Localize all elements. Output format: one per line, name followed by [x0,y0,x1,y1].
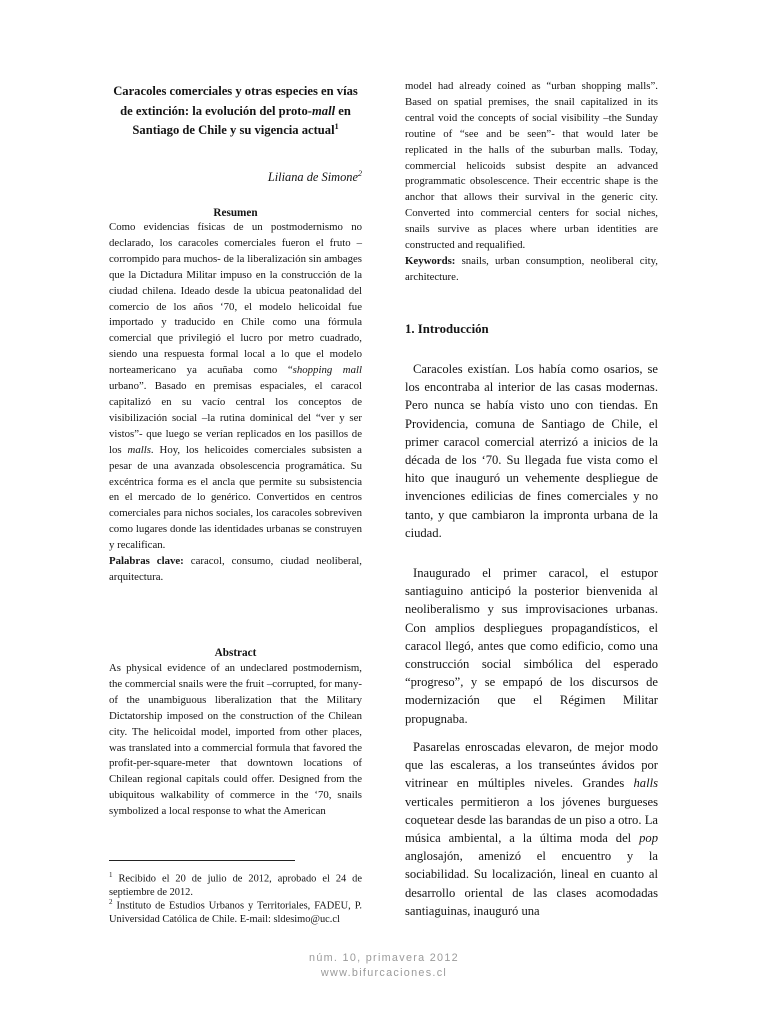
resumen-text: Como evidencias físicas de un postmodernismo no declarado, los caracoles comerciales fueron el fruto –corrompido para muchos- de la liberalización sin ambages que la Dictadura Militar impuso en la construcción de la ciudad chilena. Ideado desde la ubicua peatonalidad del comercio de los años ‘70, el modelo helicoidal fue importado y traducido en Chile como una fórmula comercial que privilegió el lucro por metro cuadrado, siendo una respuesta formal local a lo que el modelo norteamericano ya acuñaba como “shopping mall urbano”. Basado en premisas espaciales, el caracol capitalizó en su vacío central los conceptos de visibilización social –la rutina dominical del “ver y ser vistos”- que luego se verían replicados en los pasillos de los malls. Hoy, los helicoides comerciales subsisten a pesar de una avanzada obsolescencia programática. Su excéntrica forma es el ancla que permite su subsistencia en el mercado de lo genérico. Convertidos en centros comerciales para nichos sociales, los caracoles sobreviven como lugares donde las identidades urbanas se construyen y recalifican. Palabras clave: caracol, consumo, ciudad neoliberal, arquitectura. [109,221,362,583]
paragraph-2: Inaugurado el primer caracol, el estupor santiaguino anticipó la posterior bienvenida al neoliberalismo y sus improvisaciones urbanas. Con amplios despliegues propagandísticos, el caracol llegó, antes que como edificio, como una construcción social simbólica del esperado “progreso”, y se empapó de los discursos de modernización que el Régimen Militar propugnaba. [405,566,658,726]
resumen-heading: Resumen [213,207,258,219]
title-footnote-mark[interactable]: 1 [334,121,339,131]
keywords-label: Keywords: [405,254,456,267]
footnote-2: $^2$ Instituto de Estudios Urbanos y Territoriales, FADEU, P. Universidad Católica de Chile. E-mail: sldesimo@uc.cl [109,898,362,926]
title-text-2: en Santiago de Chile y su vigencia actual [132,103,351,137]
footnote-divider [109,860,295,861]
abstract-heading: Abstract [214,647,257,659]
footer-url[interactable]: www.bifurcaciones.cl [320,967,448,979]
resumen-keywords: caracol, consumo, ciudad neoliberal, arquitectura. [109,555,362,583]
paragraph-1: Caracoles existían. Los había como osarios, se los encontraba al interior de las casas modernas. Pero nunca se había visto uno con tiendas. En Providencia, comuna de Santiago de Chile, el primer caracol comercial aterrizó a inicios de la década de los ‘70. Su llegada fue vista como el hito que inauguró un vehemente despliegue de invenciones edilicias de fines comerciales y no tanto, y que cambiaron la impronta urbana de la ciudad. [405,362,658,540]
article-title [109,82,362,141]
resumen-keywords-label: Palabras clave: [109,555,184,568]
abstract-continued: model had already coined as “urban shopping malls”. Based on spatial premises, the snail capitalized in its central void the concepts of social visibility –the Sunday routine of “see and be seen”- that would later be replicated in the halls of the suburban malls. Today, commercial helicoids subsist despite an advanced programmatic obsolescence. Their eccentric shape is the anchor that allows their survival in the generic city. Converted into commercial centers for social niches, snails survive as places where urban identities are constructed and requalified. Keywords: snails, urban consumption, neoliberal city, architecture. [405,80,658,283]
abstract-text: As physical evidence of an undeclared postmodernism, the commercial snails were the fruit –corrupted, for many- of the unambiguous liberalization that the Military Dictatorship imposed on the construction of the Chilean city. The helicoidal model, imported from other places, was translated into a commercial formula that favored the profit-per-square-meter that downtown locations of Chilean regional capitals could offer. Designed from the ubiquitous walkability of commerce in the ‘70, snails symbolized a local response to what the American [109,662,362,818]
section-heading: 1. Introducción [405,322,489,336]
author-name: Liliana de Simone$^2$ [267,168,362,184]
footnote-1: $^1$ Recibido el 20 de julio de 2012, aprobado el 24 de septiembre de 2012. [109,871,362,899]
keywords-text: snails, urban consumption, neoliberal city, architecture. [405,254,658,283]
author-footnote-mark[interactable]: 2 [358,168,362,178]
title-italic: mall [311,103,336,118]
title-text-1: Caracoles comerciales y otras especies en vías de extinción: la evolución del proto- [113,84,358,118]
paragraph-3: Pasarelas enroscadas elevaron, de mejor modo que las escaleras, a los transeúntes ávidos por vitrinear en múltiples niveles. Grandes halls verticales permitieron a los jóvenes burgueses coquetear desde las barandas de un piso a otro. La música ambiental, a la última moda del pop anglosajón, amenizó el encuentro y la sociabilidad. Su localización, lineal en cuanto al desarrollo oriental de las clases acomodadas santiaguinas, inauguró una [405,740,658,918]
footer-issue: núm. 10, primavera 2012 [309,952,459,964]
